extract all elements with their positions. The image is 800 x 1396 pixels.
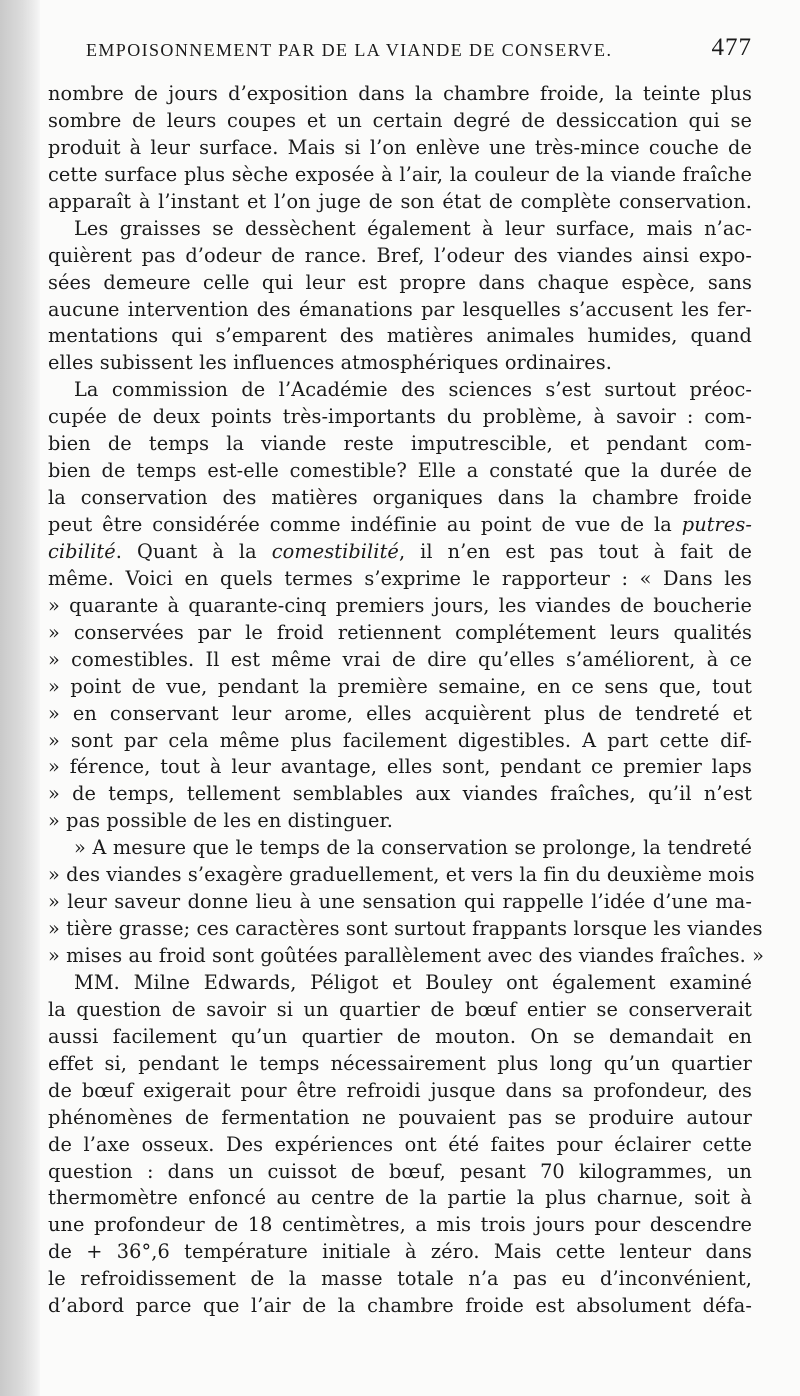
text-run: , il n’en est pas tout à fait de: [398, 539, 752, 563]
text-line: [48, 215, 752, 242]
text-run: elles subissent les influences atmosphériques ordinaires.: [48, 351, 613, 375]
text-line: [48, 969, 752, 996]
text-run: Les graisses se dessèchent également à leur surface, mais n’ac-: [74, 216, 752, 240]
text-line: [48, 349, 752, 376]
text-run: » mises au froid sont goûtées parallèlement avec des viandes fraîches. »: [48, 944, 765, 967]
text-run: sées demeure celle qui leur est propre dans chaque espèce, sans: [48, 270, 752, 294]
page-gutter-shadow: [0, 0, 40, 1396]
body-text: [48, 80, 765, 1319]
text-run: » férence, tout à leur avantage, elles sont, pendant ce premier laps: [48, 755, 752, 779]
text-line: [48, 565, 752, 592]
running-head-title: EMPOISONNEMENT PAR DE LA VIANDE DE CONSERVE.: [86, 40, 613, 60]
text-run: bien de temps la viande reste imputrescible, et pendant com-: [48, 432, 752, 456]
text-run: » conservées par le froid retiennent complétement leurs qualités: [48, 620, 752, 644]
text-run: cupée de deux points très-importants du problème, à savoir : com-: [48, 405, 752, 429]
text-run: d’abord parce que l’air de la chambre froide est absolument défa-: [48, 1294, 752, 1318]
text-line: [48, 861, 755, 888]
italic-text: putres-: [681, 513, 752, 536]
text-run: de bœuf exigerait pour être refroidi jusque dans sa profondeur, des: [48, 1078, 752, 1102]
text-line: [48, 430, 752, 457]
text-run: bien de temps est-elle comestible? Elle a constaté que la durée de: [48, 459, 752, 483]
text-line: [48, 80, 752, 107]
text-run: effet si, pendant le temps nécessairement plus long qu’un quartier: [48, 1051, 752, 1075]
text-line: [48, 1077, 752, 1104]
text-run: phénomènes de fermentation ne pouvaient pas se produire autour: [48, 1105, 752, 1129]
text-line: [48, 1184, 752, 1211]
text-line: [48, 915, 763, 942]
text-line: [48, 834, 752, 861]
text-run: » leur saveur donne lieu à une sensation qui rappelle l’idée d’une ma-: [48, 890, 752, 914]
text-run: une profondeur de 18 centimètres, a mis trois jours pour descendre: [48, 1213, 752, 1237]
text-line: [48, 727, 752, 754]
text-run: MM. Milne Edwards, Péligot et Bouley ont également examiné: [74, 970, 752, 994]
running-head: [86, 36, 752, 68]
text-line: [48, 134, 752, 161]
text-line: [48, 296, 752, 323]
text-line: [48, 673, 752, 700]
text-line: [48, 1023, 752, 1050]
text-line: [48, 592, 752, 619]
text-line: [48, 619, 752, 646]
text-line: [48, 1211, 752, 1238]
text-run: le refroidissement de la masse totale n’a pas eu d’inconvénient,: [48, 1267, 752, 1291]
text-run: » comestibles. Il est même vrai de dire qu’elles s’améliorent, à ce: [48, 647, 752, 671]
text-run: nombre de jours d’exposition dans la chambre froide, la teinte plus: [48, 82, 752, 105]
text-line: [48, 753, 752, 780]
text-run: » de temps, tellement semblables aux viandes fraîches, qu’il n’est: [48, 782, 752, 806]
text-line: [48, 376, 752, 403]
text-line: [48, 780, 752, 807]
text-run: La commission de l’Académie des sciences s’est surtout préoc-: [74, 378, 752, 402]
text-run: peut être considérée comme indéfinie au point de vue de la: [48, 513, 682, 536]
text-run: . Quant à la: [115, 539, 272, 563]
text-line: [48, 1050, 752, 1077]
text-line: [48, 942, 765, 969]
text-run: cette surface plus sèche exposée à l’air, la couleur de la viande fraîche: [48, 162, 752, 186]
text-run: aucune intervention des émanations par lesquelles s’accusent les fer-: [48, 297, 752, 321]
text-run: produit à leur surface. Mais si l’on enlève une très-mince couche de: [48, 135, 752, 159]
text-line: [48, 269, 752, 296]
text-run: » en conservant leur arome, elles acquièrent plus de tendreté et: [48, 701, 752, 725]
text-line: [48, 161, 752, 188]
text-line: [48, 242, 752, 269]
text-line: [48, 188, 752, 215]
text-line: [48, 1158, 752, 1185]
text-line: [48, 1238, 752, 1265]
text-line: [48, 646, 752, 673]
text-line: [48, 457, 752, 484]
italic-text: comestibilité: [271, 539, 399, 563]
text-run: la question de savoir si un quartier de bœuf entier se conserverait: [48, 997, 752, 1021]
text-run: » tière grasse; ces caractères sont surtout frappants lorsque les viandes: [48, 917, 763, 941]
text-line: [48, 1131, 752, 1158]
text-line: [48, 1265, 752, 1292]
text-line: [48, 403, 752, 430]
text-run: thermomètre enfoncé au centre de la partie la plus charnue, soit à: [48, 1186, 752, 1210]
text-run: question : dans un cuissot de bœuf, pesant 70 kilogrammes, un: [48, 1159, 752, 1183]
text-line: [48, 511, 752, 538]
text-run: » des viandes s’exagère graduellement, et vers la fin du deuxième mois: [48, 863, 755, 887]
text-line: [48, 538, 752, 565]
text-line: [48, 807, 752, 834]
italic-text: cibilité: [48, 539, 116, 563]
text-line: [48, 1104, 752, 1131]
text-run: sombre de leurs coupes et un certain degré de dessiccation qui se: [48, 108, 752, 132]
text-run: » pas possible de les en distinguer.: [48, 809, 393, 833]
text-run: quièrent pas d’odeur de rance. Bref, l’odeur des viandes ainsi expo-: [48, 243, 752, 267]
text-line: [48, 996, 752, 1023]
text-line: [48, 484, 752, 511]
text-run: » A mesure que le temps de la conservation se prolonge, la tendreté: [74, 836, 752, 860]
text-line: [48, 888, 752, 915]
text-run: » quarante à quarante-cinq premiers jours, les viandes de boucherie: [48, 593, 752, 617]
text-run: » sont par cela même plus facilement digestibles. A part cette dif-: [48, 728, 752, 752]
text-run: de + 36°,6 température initiale à zéro. Mais cette lenteur dans: [48, 1240, 752, 1264]
text-run: apparaît à l’instant et l’on juge de son état de complète conservation.: [48, 189, 752, 213]
text-run: de l’axe osseux. Des expériences ont été faites pour éclairer cette: [48, 1132, 752, 1156]
text-line: [48, 1292, 752, 1319]
page-number: 477: [711, 34, 752, 61]
text-run: mentations qui s’emparent des matières animales humides, quand: [48, 324, 752, 348]
text-run: » point de vue, pendant la première semaine, en ce sens que, tout: [48, 674, 752, 698]
text-run: même. Voici en quels termes s’exprime le rapporteur : « Dans les: [48, 566, 752, 590]
text-line: [48, 107, 752, 134]
text-run: la conservation des matières organiques dans la chambre froide: [48, 486, 752, 510]
text-line: [48, 322, 752, 349]
text-run: aussi facilement qu’un quartier de mouton. On se demandait en: [48, 1024, 752, 1048]
text-line: [48, 700, 752, 727]
